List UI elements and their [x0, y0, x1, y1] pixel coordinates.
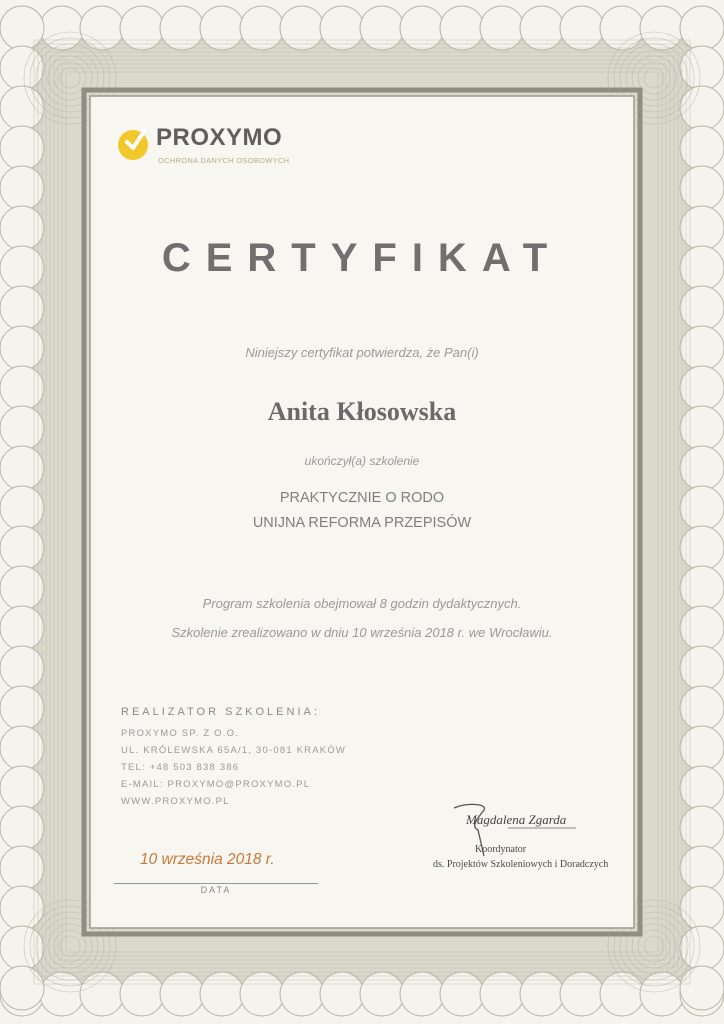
realization-info: Szkolenie zrealizowano w dniu 10 września 2018 r. we Wrocławiu. — [171, 625, 553, 640]
border-scallop — [520, 6, 564, 50]
border-scallop — [680, 646, 724, 690]
border-scallop — [560, 6, 604, 50]
border-scallop — [0, 926, 44, 970]
border-scallop — [0, 126, 44, 170]
signatory-department: ds. Projektów Szkoleniowych i Doradczych — [433, 859, 609, 870]
issue-date: 10 września 2018 r. — [140, 851, 275, 868]
border-scallop — [280, 972, 324, 1016]
border-scallop — [320, 972, 364, 1016]
border-scallop — [440, 6, 484, 50]
organizer-email: E-MAIL: PROXYMO@PROXYMO.PL — [121, 779, 311, 790]
border-scallop — [0, 846, 44, 890]
border-scallop — [680, 166, 724, 210]
course-title-line1: PRAKTYCZNIE O RODO — [279, 490, 445, 506]
border-scallop — [120, 972, 164, 1016]
border-scallop — [680, 286, 724, 330]
border-scallop — [240, 972, 284, 1016]
border-scallop — [400, 972, 444, 1016]
border-scallop — [680, 6, 724, 50]
border-scallop — [280, 6, 324, 50]
date-rule — [114, 883, 318, 884]
border-scallop — [680, 766, 724, 810]
border-scallop — [560, 972, 604, 1016]
course-title — [0, 486, 724, 536]
organizer-address: UL. KRÓLEWSKA 65A/1, 30-081 KRAKÓW — [121, 745, 347, 756]
border-scallop — [0, 166, 44, 210]
border-scallop — [360, 972, 404, 1016]
border-scallop — [0, 286, 44, 330]
border-scallop — [480, 6, 524, 50]
border-scallop — [0, 446, 44, 490]
border-scallop — [0, 686, 44, 730]
organizer-company: PROXYMO SP. Z O.O. — [121, 728, 240, 739]
border-scallop — [680, 86, 724, 130]
completed-text: ukończył(a) szkolenie — [304, 454, 420, 468]
organizer-heading: REALIZATOR SZKOLENIA: — [121, 706, 320, 718]
border-scallop — [0, 886, 44, 930]
border-scallop — [680, 806, 724, 850]
border-scallop — [680, 726, 724, 770]
date-label: DATA — [200, 885, 232, 895]
signature-name: Magdalena Zgarda — [466, 812, 567, 827]
border-scallop — [680, 926, 724, 970]
border-scallop — [0, 86, 44, 130]
border-scallop — [680, 446, 724, 490]
border-scallop — [0, 806, 44, 850]
border-scallop — [80, 6, 124, 50]
border-scallop — [160, 972, 204, 1016]
border-scallop — [680, 846, 724, 890]
border-scallop — [40, 6, 84, 50]
signatory-role: Koordynator — [475, 844, 527, 855]
border-scallop — [0, 646, 44, 690]
border-scallop — [120, 6, 164, 50]
border-scallop — [680, 966, 724, 1010]
border-scallop — [0, 726, 44, 770]
border-scallop — [320, 6, 364, 50]
border-scallop — [600, 972, 644, 1016]
certificate-intro: Niniejszy certyfikat potwierdza, że Pan(i) — [245, 345, 479, 360]
border-scallop — [80, 972, 124, 1016]
organizer-phone: TEL: +48 503 838 386 — [121, 762, 240, 773]
logo-tagline: OCHRONA DANYCH OSOBOWYCH — [158, 156, 290, 165]
border-scallop — [360, 6, 404, 50]
border-scallop — [640, 6, 684, 50]
border-scallop — [680, 886, 724, 930]
border-scallop — [0, 6, 44, 50]
border-scallop — [600, 6, 644, 50]
border-scallop — [160, 6, 204, 50]
border-scallop — [440, 972, 484, 1016]
organizer-website: WWW.PROXYMO.PL — [121, 796, 230, 807]
border-scallop — [200, 6, 244, 50]
recipient-name: Anita Kłosowska — [267, 397, 457, 426]
certificate-title: CERTYFIKAT — [161, 236, 563, 280]
checkmark-icon — [123, 126, 147, 156]
border-scallop — [680, 126, 724, 170]
border-scallop — [400, 6, 444, 50]
border-scallop — [200, 972, 244, 1016]
program-hours: Program szkolenia obejmował 8 godzin dydaktycznych. — [202, 596, 522, 611]
border-scallop — [0, 966, 44, 1010]
logo-name: PROXYMO — [156, 124, 283, 151]
border-scallop — [480, 972, 524, 1016]
border-scallop — [0, 766, 44, 810]
course-title-line2: UNIJNA REFORMA PRZEPISÓW — [252, 515, 472, 531]
border-scallop — [520, 972, 564, 1016]
border-scallop — [680, 686, 724, 730]
border-scallop — [240, 6, 284, 50]
